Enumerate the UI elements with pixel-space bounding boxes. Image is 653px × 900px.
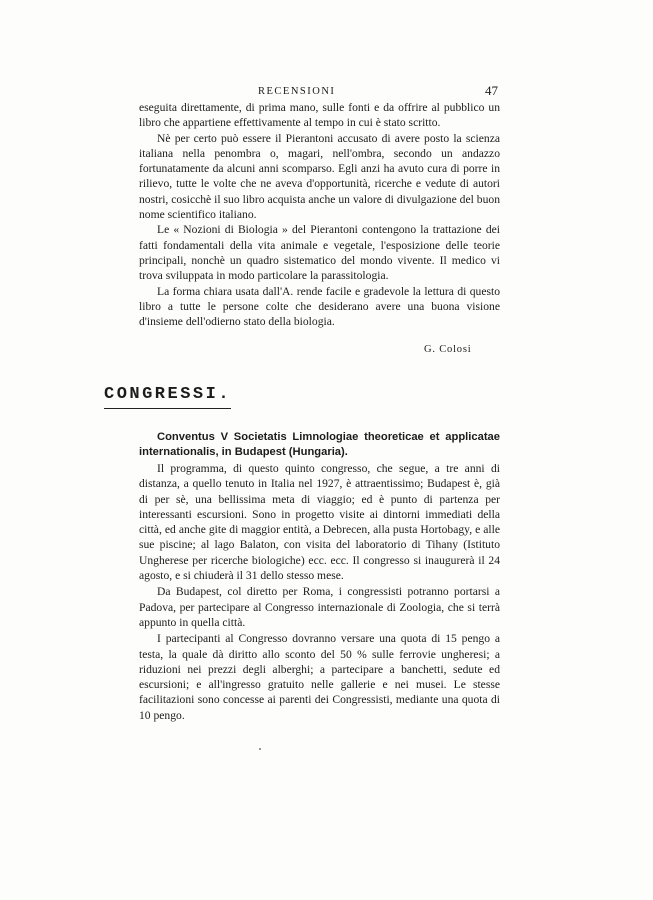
review-paragraph: La forma chiara usata dall'A. rende facile e gradevole la lettura di questo libro a tutte le persone colte che desiderano avere una buona visione d'insieme dell'odierno stato della biologia. (139, 284, 500, 329)
review-paragraph: Le « Nozioni di Biologia » del Pierantoni contengono la trattazione dei fatti fondamentali della vita animale e vegetale, l'esposizione delle teorie principali, nonchè un quadro sistematico del mondo vivente. Il medico vi trova sviluppata in modo particolare la parassitologia. (139, 223, 500, 283)
congress-entry-title: Conventus V Societatis Limnologiae theoreticae et applicatae internationalis, in Budapest (Hungaria). (139, 431, 500, 458)
congress-paragraph: Da Budapest, col diretto per Roma, i congressisti potranno portarsi a Padova, per partecipare al Congresso internazionale di Zoologia, che si terrà appunto in quella città. (139, 585, 500, 629)
congress-text (139, 461, 500, 723)
congress-paragraph: Il programma, di questo quinto congresso, che segue, a tre anni di distanza, a quello tenuto in Italia nel 1927, è attraentissimo; Budapest è, già di per sè, una bellissima meta di viaggio; ed è punto di partenza per interessanti escursioni. Sono in progetto visite ai dintorni immediati della città, ed anche gite di maggior entità, a Debrecen, alla pusta Hortobagy, e alle sue piscine; al lago Balaton, con visita del laboratorio di Tihany (Istituto Ungherese per ricerche biologiche) ecc. ecc. Il congresso si inaugurerà il 24 agosto, e si chiuderà il 31 dello stesso mese. (139, 462, 500, 583)
review-paragraph: eseguita direttamente, di prima mano, sulle fonti e da offrire al pubblico un libro che appartiene effettivamente al tempo in cui è stato scritto. (139, 101, 500, 130)
section-heading-text: CONGRESSI. (104, 385, 232, 404)
section-heading (104, 385, 231, 404)
review-signature: G. Colosi (424, 344, 472, 355)
heading-underline (104, 408, 231, 409)
review-text (139, 100, 500, 329)
page-number: 47 (485, 83, 498, 98)
running-title: RECENSIONI (258, 86, 336, 97)
review-paragraph: Nè per certo può essere il Pierantoni accusato di avere posto la scienza italiana nella penombra o, magari, nell'ombra, secondo un andazzo fortunatamente da alcuni anni scomparso. Egli anzi ha avuto cura di porre in rilievo, tutte le volte che ne aveva d'opportunità, ricerche e vedute di autori nostri, cosicchè il suo libro acquista anche un valore di divulgazione del buon nome scientifico italiano. (139, 131, 500, 222)
print-speck (259, 748, 261, 750)
congress-paragraph: I partecipanti al Congresso dovranno versare una quota di 15 pengo a testa, la quale dà diritto allo sconto del 50 % sulle ferrovie ungheresi; a riduzioni nei prezzi degli alberghi; a partecipare a banchetti, sedute ed escursioni; e all'ingresso gratuito nelle gallerie e nei musei. Le stesse facilitazioni sono concesse ai parenti dei Congressisti, mediante una quota di 10 pengo. (139, 632, 500, 722)
